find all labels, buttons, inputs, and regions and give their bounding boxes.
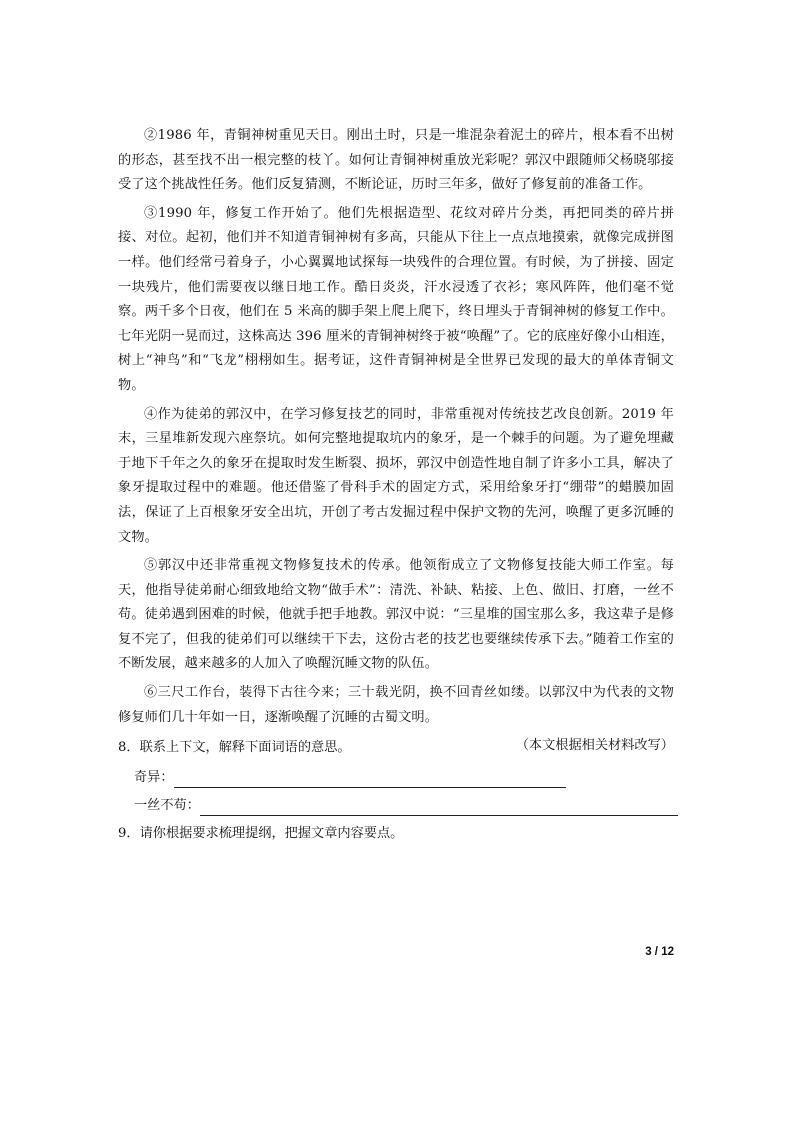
source-note: （本文根据相关材料改写） <box>515 738 674 754</box>
term-label-qiyi: 奇异： <box>134 770 174 785</box>
paragraph-5: ⑤郭汉中还非常重视文物修复技术的传承。他领衔成立了文物修复技能大师工作室。每天，他指导徒弟耐心细致地给文物“做手术”：清洗、补缺、粘接、上色、做旧、打磨，一丝不苟。徒弟遇到困难的时候，他就手把手地教。郭汉中说：“三星堆的国宝那么多，我这辈子是修复不完了，但我的徒弟们可以继续干下去，这份古老的技艺也要继续传承下去。”随着工作室的不断发展，越来越多的人加入了唤醒沉睡文物的队伍。 <box>118 558 674 672</box>
questions-section <box>118 736 678 846</box>
paragraph-3: ③1990 年，修复工作开始了。他们先根据造型、花纹对碎片分类，再把同类的碎片拼接、对位。起初，他们并不知道青铜神树有多高，只能从下往上一点点地摸索，就像完成拼图一样。他们经常弓着身子，小心翼翼地试探每一块残件的合理位置。有时候，为了拼接、固定一块残片，他们需要夜以继日地工作。酷日炎炎，汗水浸透了衣衫；寒风阵阵，他们毫不觉察。两千多个日夜，他们在 5 米高的脚手架上爬上爬下，终日埋头于青铜神树的修复工作中。七年光阴一晃而过，这株高达 396 厘米的青铜神树终于被“唤醒”了。它的底座好像小山相连，树上“神鸟”和“飞龙”栩栩如生。据考证，这件青铜神树是全世界已发现的最大的单体青铜文物。 <box>118 205 674 393</box>
paragraph-2: ②1986 年，青铜神树重见天日。刚出土时，只是一堆混杂着泥土的碎片，根本看不出树的形态，甚至找不出一根完整的枝丫。如何让青铜神树重放光彩呢？郭汉中跟随师父杨晓邬接受了这个挑战性任务。他们反复猜测，不断论证，历时三年多，做好了修复前的准备工作。 <box>118 128 674 193</box>
term-label-yisibugou: 一丝不苟： <box>134 798 200 813</box>
page-number: 3 / 12 <box>645 946 674 958</box>
question-8: 8．联系上下文，解释下面词语的意思。 <box>118 740 351 755</box>
answer-row-yisibugou <box>134 788 678 816</box>
answer-blank-qiyi[interactable] <box>174 769 566 788</box>
answer-row-qiyi <box>134 760 678 788</box>
answer-blank-yisibugou[interactable] <box>200 797 678 816</box>
article-body <box>118 124 674 758</box>
paragraph-4: ④作为徒弟的郭汉中，在学习修复技艺的同时，非常重视对传统技艺改良创新。2019 年末，三星堆新发现六座祭坑。如何完整地提取坑内的象牙，是一个棘手的问题。为了避免埋藏于地下千年之久的象牙在提取时发生断裂、损坏，郭汉中创造性地自制了许多小工具，解决了象牙提取过程中的难题。他还借鉴了骨科手术的固定方式，采用给象牙打“绷带”的蜡膜加固法，保证了上百根象牙安全出坑，开创了考古发掘过程中保护文物的先河，唤醒了更多沉睡的文物。 <box>118 406 674 545</box>
paragraph-6: ⑥三尺工作台，装得下古往今来；三十载光阴，换不回青丝如缕。以郭汉中为代表的文物修复师们几十年如一日，逐渐唤醒了沉睡的古蜀文明。 <box>118 685 674 725</box>
question-9: 9．请你根据要求梳理提纲，把握文章内容要点。 <box>118 826 404 841</box>
